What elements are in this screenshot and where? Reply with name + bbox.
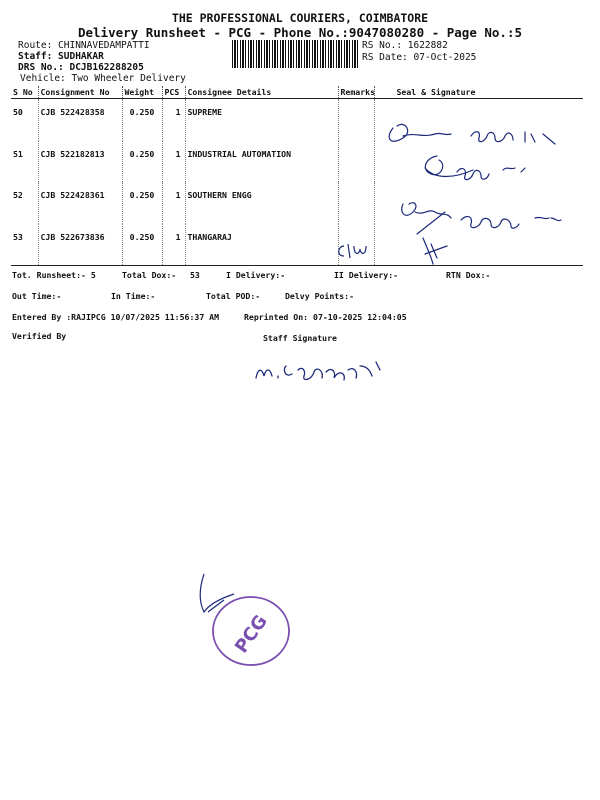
col-header-consignee: Consignee Details [185,86,338,99]
table-header-row [11,86,583,99]
staff-signature-label: Staff Signature [263,333,337,343]
verified-by-label: Verified By [12,331,67,341]
cell-weight: 0.250 [122,224,162,266]
rs-number: RS No.: 1622882 [362,40,448,51]
total-dox-value: 53 [190,270,200,280]
pcg-stamp [210,594,292,668]
cell-remarks [338,182,374,224]
cell-consignment: CJB 522673836 [38,224,122,266]
cell-weight: 0.250 [122,182,162,224]
cell-weight: 0.250 [122,141,162,183]
cell-remarks [338,141,374,183]
rs-date: RS Date: 07-Oct-2025 [362,52,477,63]
cell-pcs: 1 [162,224,185,266]
cell-sno: 50 [13,107,23,117]
cell-pcs: 1 [162,182,185,224]
drs-number: DRS No.: DCJB162288205 [18,62,144,73]
col-header-weight: Weight [122,86,162,99]
total-dox-label: Total Dox:- [122,270,177,280]
col-header-pcs: PCS [162,86,185,99]
staff-label: Staff: SUDHAKAR [18,51,104,62]
out-time-label: Out Time:- [12,291,62,301]
cell-consignment: CJB 522428361 [38,182,122,224]
cell-consignment: CJB 522428358 [38,99,122,141]
cell-pcs: 1 [162,99,185,141]
cell-consignee: INDUSTRIAL AUTOMATION [185,141,338,183]
first-delivery-label: I Delivery:- [226,270,286,280]
barcode [232,40,358,68]
staff-handwritten-signature [252,356,392,386]
remarks-handwriting [334,240,374,262]
route-label: Route: CHINNAVEDAMPATTI [18,40,150,51]
entered-by: Entered By :RAJIPCG 10/07/2025 11:56:37 AM [12,312,220,322]
delivery-points-label: Delvy Points:- [285,291,355,301]
cell-pcs: 1 [162,141,185,183]
vehicle-label: Vehicle: Two Wheeler Delivery [20,73,186,84]
reprinted-on: Reprinted On: 07-10-2025 12:04:05 [244,312,407,322]
cell-consignment: CJB 522182813 [38,141,122,183]
company-title: THE PROFESSIONAL COURIERS, COIMBATORE [171,11,429,25]
in-time-label: In Time:- [111,291,156,301]
runsheet-subtitle: Delivery Runsheet - PCG - Phone No.:9047080280 - Page No.:5 [77,25,522,40]
stamp-text: PCG [230,611,272,658]
total-runsheet: Tot. Runsheet:- 5 [12,270,96,280]
rtn-dox-label: RTN Dox:- [446,270,491,280]
col-header-remarks: Remarks [338,86,374,99]
cell-consignee: THANGARAJ [185,224,338,266]
col-header-seal: Seal & Signature [374,86,583,99]
cell-sno: 52 [13,190,23,200]
cell-weight: 0.250 [122,99,162,141]
col-header-sno: S No [11,86,38,99]
col-header-consignment: Consignment No [38,86,122,99]
cell-sno: 51 [13,148,23,159]
total-pod-label: Total POD:- [206,291,261,301]
handwritten-signatures [375,108,590,268]
second-delivery-label: II Delivery:- [334,270,399,280]
cell-consignee: SOUTHERN ENGG [185,182,338,224]
cell-sno: 53 [11,224,38,266]
cell-remarks [338,99,374,141]
cell-consignee: SUPREME [185,99,338,141]
